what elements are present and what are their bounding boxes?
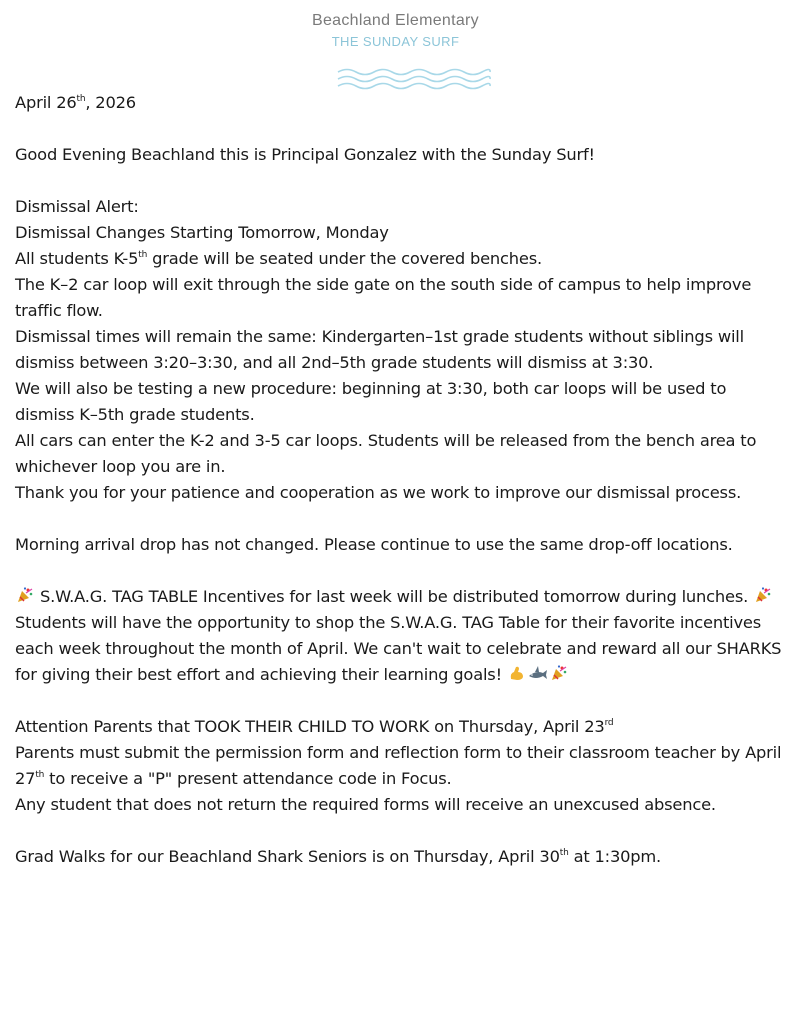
car-loops-entry-line: All cars can enter the K-2 and 3-5 car loops. Students will be released from the bench area to whichever loop you are in. [15, 431, 757, 476]
party-popper-icon [550, 664, 568, 682]
newsletter-name: THE SUNDAY SURF [331, 34, 460, 49]
take-child-to-work-heading: Attention Parents that TOOK THEIR CHILD TO WORK on Thursday, April 23rd [15, 717, 614, 736]
dismissal-alert-heading: Dismissal Alert: [15, 197, 139, 216]
swag-headline: S.W.A.G. TAG TABLE Incentives for last week will be distributed tomorrow during lunches. [15, 584, 785, 610]
wave-divider-icon [336, 66, 492, 90]
grad-walks-line: Grad Walks for our Beachland Shark Seniors is on Thursday, April 30th at 1:30pm. [15, 847, 662, 866]
new-procedure-line: We will also be testing a new procedure: beginning at 3:30, both car loops will be used to dismiss K–5th grade students. [15, 379, 727, 424]
swag-body: Students will have the opportunity to shop the S.W.A.G. TAG Table for their favorite incentives each week throughout the month of April. We can't wait to celebrate and reward all our SHARKS for giving their best effort and achieving their learning goals! [15, 613, 782, 684]
thank-you-line: Thank you for your patience and cooperation as we work to improve our dismissal process. [15, 483, 742, 502]
school-name: Beachland Elementary [312, 12, 479, 29]
dismissal-times-line: Dismissal times will remain the same: Kindergarten–1st grade students without siblings will dismiss between 3:20–3:30, and all 2nd–5th grade students will dismiss at 3:30. [15, 327, 744, 372]
permission-form-line: Parents must submit the permission form and reflection form to their classroom teacher by April 27th to receive a "P" present attendance code in Focus. [15, 743, 782, 788]
newsletter-body [15, 90, 785, 870]
newsletter-header [0, 10, 791, 52]
benches-line: All students K-5th grade will be seated under the covered benches. [15, 249, 542, 268]
dismissal-changes-line: Dismissal Changes Starting Tomorrow, Monday [15, 223, 389, 242]
flexed-biceps-icon [508, 664, 526, 682]
morning-arrival-line: Morning arrival drop has not changed. Please continue to use the same drop-off locations. [15, 535, 733, 554]
shark-icon [528, 664, 548, 682]
party-popper-icon [754, 586, 772, 604]
unexcused-absence-line: Any student that does not return the required forms will receive an unexcused absence. [15, 795, 716, 814]
date-line: April 26th, 2026 [15, 93, 136, 112]
party-popper-icon [16, 586, 34, 604]
car-loop-line: The K–2 car loop will exit through the side gate on the south side of campus to help improve traffic flow. [15, 275, 752, 320]
greeting: Good Evening Beachland this is Principal Gonzalez with the Sunday Surf! [15, 145, 595, 164]
